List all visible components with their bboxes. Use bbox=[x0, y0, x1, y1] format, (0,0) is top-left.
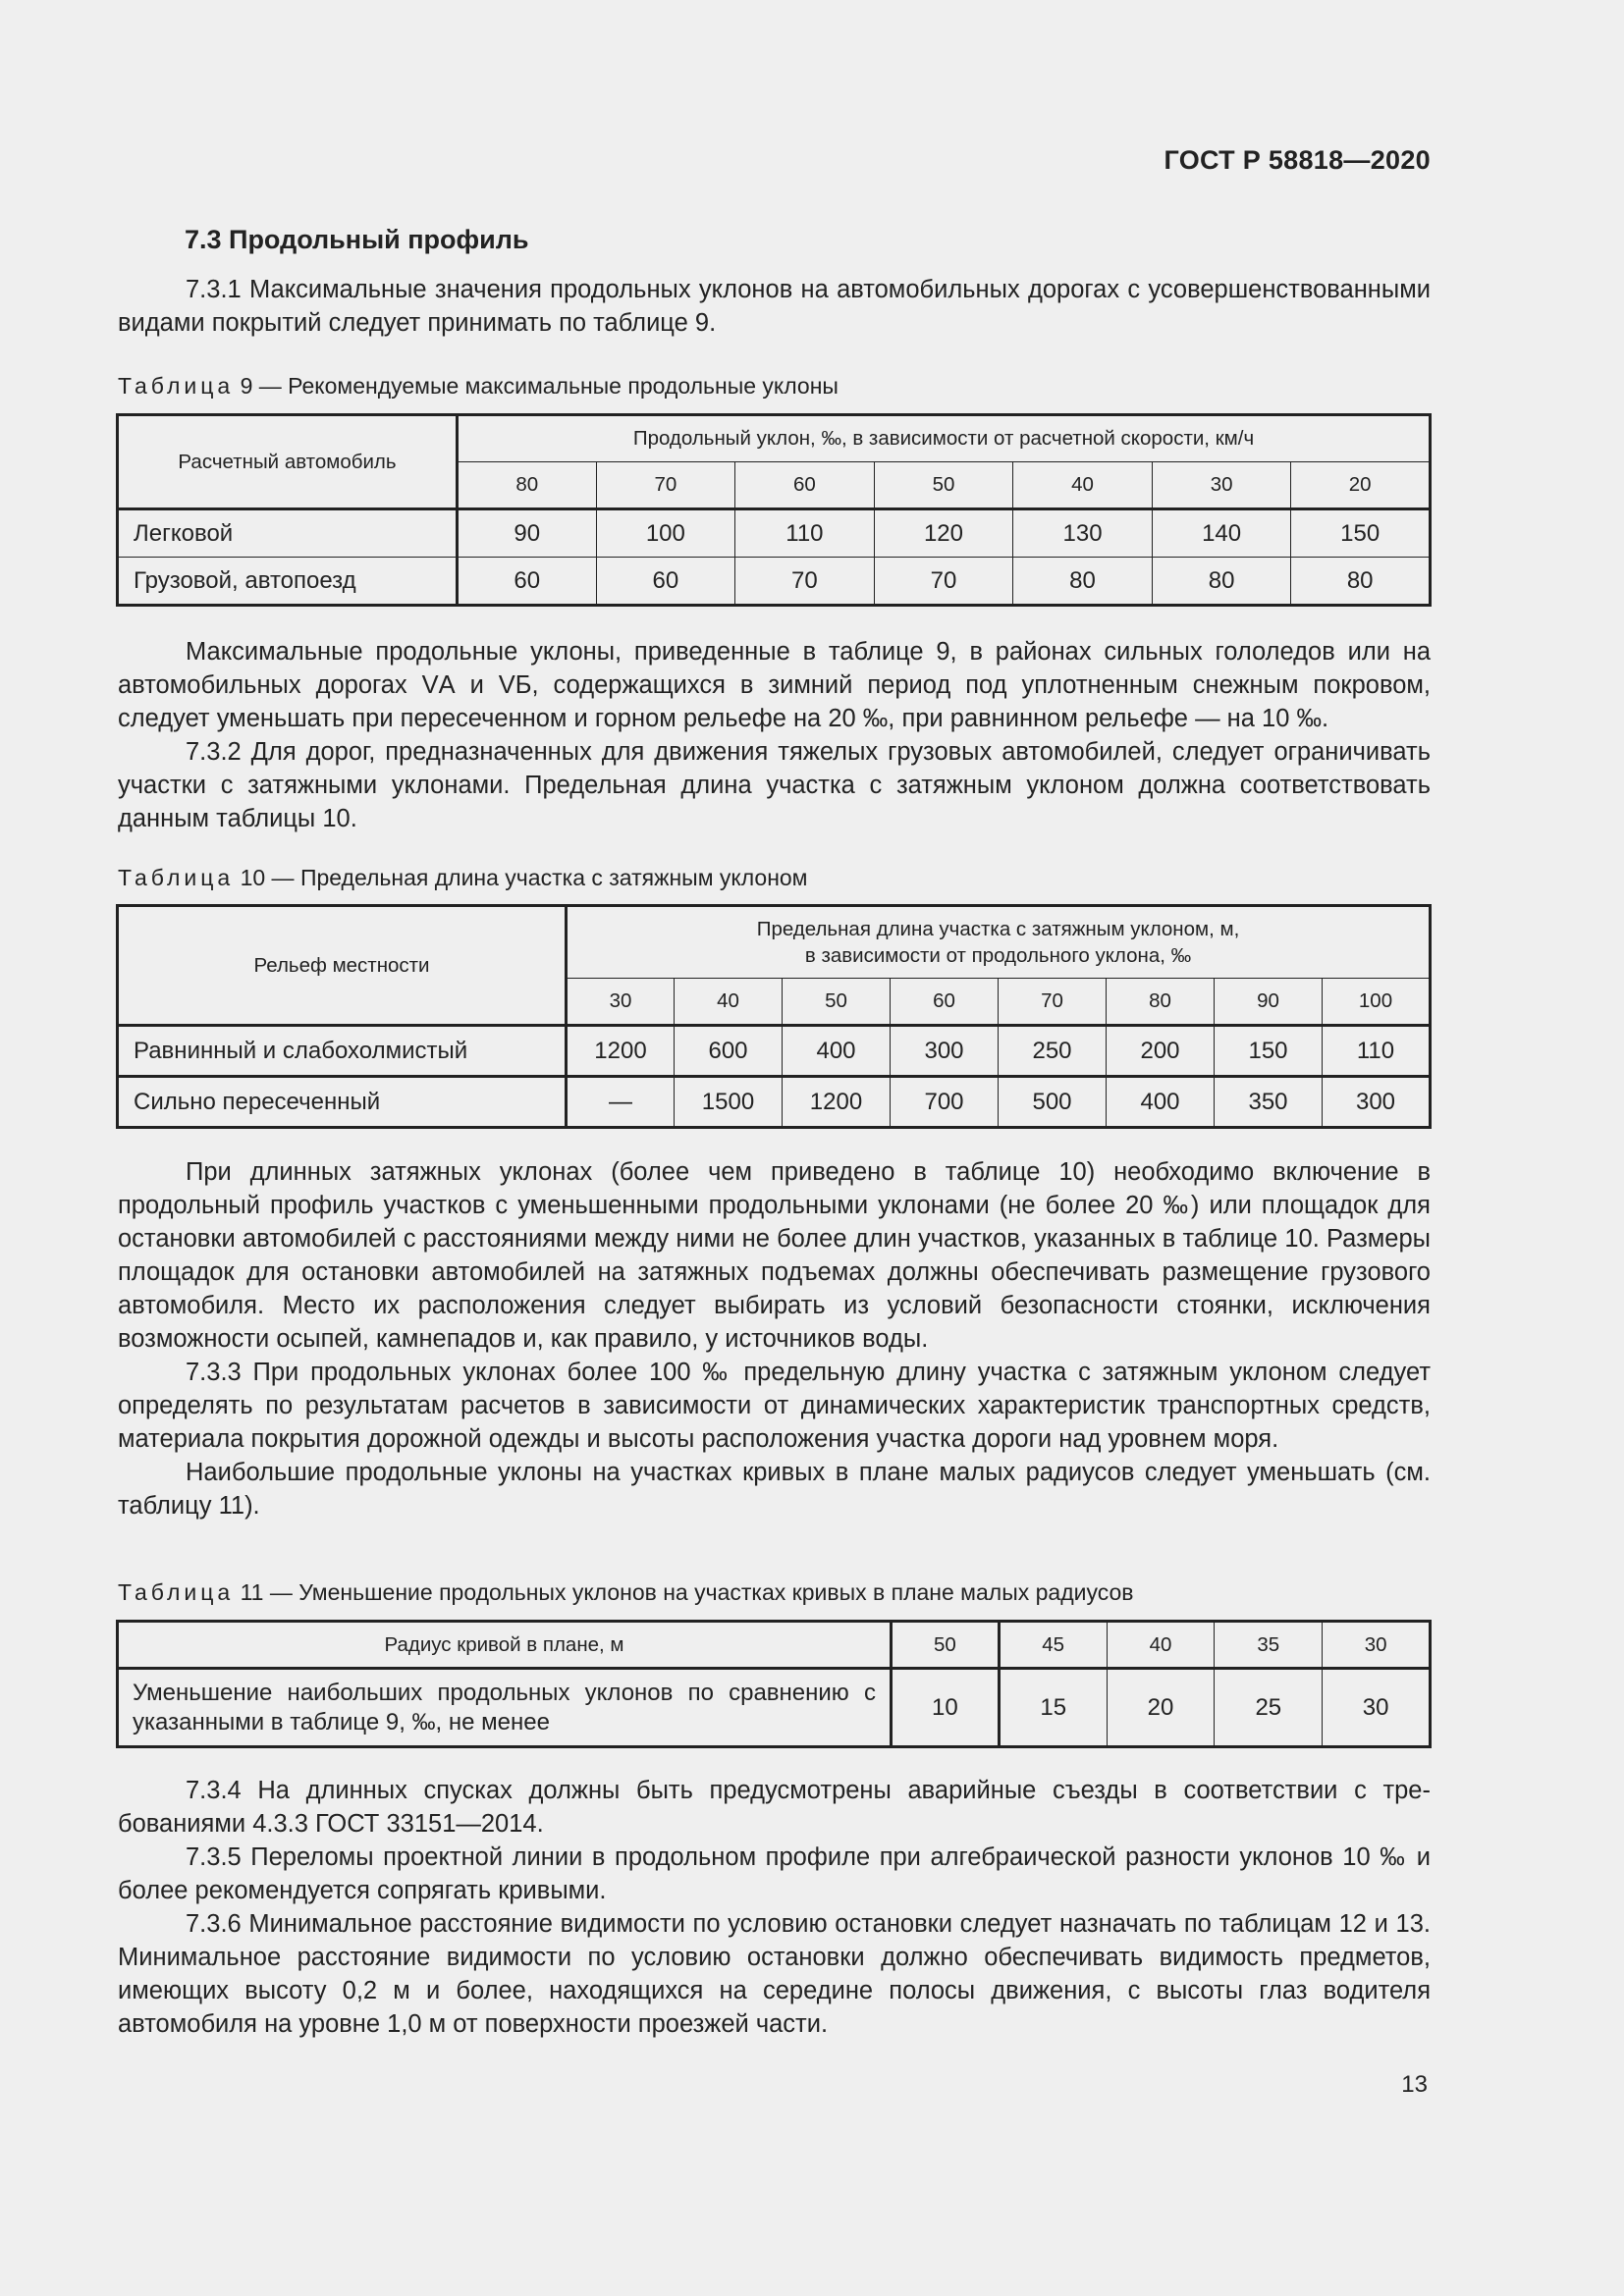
table-9 bbox=[116, 413, 1432, 607]
table-9-cell: 60 bbox=[596, 558, 735, 606]
table-10-cell: 200 bbox=[1107, 1026, 1215, 1077]
table-9-caption-text: 9 — Рекомендуемые максимальные продольные уклоны bbox=[240, 373, 839, 399]
table-11-row2-header: Уменьшение наибольших продольных уклонов по сравнению с указанными в таблице 9, ‰, не менее bbox=[118, 1669, 892, 1747]
table-9-cell: 150 bbox=[1291, 509, 1431, 558]
table-10-group-header bbox=[567, 906, 1431, 979]
table-11-row1-header: Радиус кривой в плане, м bbox=[118, 1622, 892, 1669]
paragraphs-after-table-10 bbox=[118, 1155, 1431, 1522]
table-10-row-name: Равнинный и слабохолмистый bbox=[118, 1026, 567, 1077]
table-11-radius: 40 bbox=[1107, 1622, 1215, 1669]
table-9-caption bbox=[118, 373, 839, 400]
table-9-speed: 30 bbox=[1152, 462, 1291, 509]
table-11-cell: 30 bbox=[1323, 1669, 1431, 1747]
table-10-slope: 30 bbox=[567, 979, 675, 1026]
table-9-group-header: Продольный уклон, ‰, в зависимости от расчетной скорости, км/ч bbox=[458, 415, 1431, 462]
table-11 bbox=[116, 1620, 1432, 1748]
standard-number: ГОСТ Р 58818—2020 bbox=[1164, 145, 1431, 175]
table-10-cell: — bbox=[567, 1077, 675, 1128]
table-9-cell: 60 bbox=[458, 558, 597, 606]
table-row bbox=[118, 558, 1431, 606]
table-10-cell: 150 bbox=[1215, 1026, 1323, 1077]
table-10-cell: 400 bbox=[1107, 1077, 1215, 1128]
paragraph-7-3-1-block bbox=[118, 273, 1431, 340]
table-10-cell: 600 bbox=[675, 1026, 783, 1077]
table-10-group-header-line2: в зависимости от продольного уклона, ‰ bbox=[804, 944, 1192, 967]
table-9-row-name: Легковой bbox=[118, 509, 458, 558]
table-10-cell: 1200 bbox=[567, 1026, 675, 1077]
table-9-cell: 80 bbox=[1152, 558, 1291, 606]
paragraph-7-3-3: 7.3.3 При продольных уклонах более 100 ‰ предельную длину участка с затяжным уклоном следует определять по результатам расчетов в зависимости от динамических характеристик транспортных средств, материала покрытия дорожной одежды и высоты расположения участка дороги над уровнем моря. bbox=[118, 1359, 1431, 1453]
table-11-caption-label: Таблица bbox=[118, 1579, 235, 1605]
table-10-caption bbox=[118, 865, 808, 891]
table-9-cell: 80 bbox=[1291, 558, 1431, 606]
table-11-caption-text: 11 — Уменьшение продольных уклонов на участках кривых в плане малых радиусов bbox=[240, 1579, 1134, 1605]
table-10-cell: 500 bbox=[999, 1077, 1107, 1128]
table-10-slope: 100 bbox=[1323, 979, 1431, 1026]
paragraph-curves: Наибольшие продольные уклоны на участках кривых в плане малых радиусов следует уменьшать (см. таблицу 11). bbox=[118, 1459, 1431, 1520]
table-10-slope: 70 bbox=[999, 979, 1107, 1026]
table-11-caption bbox=[118, 1579, 1133, 1606]
table-9-cell: 70 bbox=[874, 558, 1013, 606]
table-10-row-header: Рельеф местности bbox=[118, 906, 567, 1026]
paragraph-7-3-6: 7.3.6 Минимальное расстояние видимости по условию остановки следует назначать по таблицам 12 и 13. Минимальное расстояние видимости по условию остановки должно обеспечивать видимость предметов, имеющих высоту 0,2 м и более, находящихся на середине полосы движения, с высоты глаз водителя автомобиля на уровне 1,0 м от поверхности проезжей части. bbox=[118, 1910, 1431, 2038]
table-9-cell: 120 bbox=[874, 509, 1013, 558]
table-row bbox=[118, 1026, 1431, 1077]
table-10-cell: 1200 bbox=[783, 1077, 891, 1128]
table-9-cell: 130 bbox=[1013, 509, 1153, 558]
table-9-speed: 70 bbox=[596, 462, 735, 509]
table-9-cell: 90 bbox=[458, 509, 597, 558]
table-10-slope: 80 bbox=[1107, 979, 1215, 1026]
paragraph-after-table-10: При длинных затяжных уклонах (более чем приведено в таблице 10) необходимо включение в продольный профиль участков с уменьшенными продольными уклонами (не более 20 ‰) или площадок для остановки автомобилей с расстояниями между ними не более длин участков, указанных в таблице 10. Размеры площадок для остановки автомобилей на затяжных подъемах должны обеспечивать размещение грузового автомобиля. Место их расположения следует выбирать из условий безопасности стоянки, исключения возможности осыпей, камнепадов и, как правило, у источников воды. bbox=[118, 1158, 1431, 1353]
table-10 bbox=[116, 904, 1432, 1129]
table-9-cell: 100 bbox=[596, 509, 735, 558]
table-10-cell: 110 bbox=[1323, 1026, 1431, 1077]
table-10-slope: 60 bbox=[891, 979, 999, 1026]
paragraph-7-3-5: 7.3.5 Переломы проектной линии в продольном профиле при алгебраической разности уклонов 10 ‰ и более рекомендуется сопрягать кривыми. bbox=[118, 1843, 1431, 1904]
table-11-cell: 25 bbox=[1215, 1669, 1323, 1747]
table-row bbox=[118, 509, 1431, 558]
table-9-caption-label: Таблица bbox=[118, 373, 235, 399]
table-11-cell: 20 bbox=[1107, 1669, 1215, 1747]
paragraph-7-3-1: 7.3.1 Максимальные значения продольных уклонов на автомобильных дорогах с усовершенствованными видами покрытий следует принимать по таблице 9. bbox=[118, 276, 1431, 337]
table-10-cell: 1500 bbox=[675, 1077, 783, 1128]
table-row bbox=[118, 1622, 1431, 1669]
paragraph-after-table-9: Максимальные продольные уклоны, приведенные в таблице 9, в районах сильных гололедов или на автомобильных дорогах VА и VБ, содержащихся в зимний период под уплотненным снежным покровом, следует уменьшать при пересеченном и горном рельефе на 20 ‰, при равнинном рельефе — на 10 ‰. bbox=[118, 638, 1431, 732]
table-9-row-header: Расчетный автомобиль bbox=[118, 415, 458, 509]
page-number: 13 bbox=[1401, 2071, 1428, 2098]
table-10-cell: 400 bbox=[783, 1026, 891, 1077]
table-9-row-name: Грузовой, автопоезд bbox=[118, 558, 458, 606]
paragraphs-after-table-11 bbox=[118, 1774, 1431, 2041]
table-row bbox=[118, 1669, 1431, 1747]
paragraph-7-3-4: 7.3.4 На длинных спусках должны быть предусмотрены аварийные съезды в соответствии с требованиями 4.3.3 ГОСТ 33151—2014. bbox=[118, 1777, 1431, 1838]
table-10-slope: 90 bbox=[1215, 979, 1323, 1026]
table-10-cell: 250 bbox=[999, 1026, 1107, 1077]
table-9-cell: 80 bbox=[1013, 558, 1153, 606]
table-9-speed: 80 bbox=[458, 462, 597, 509]
table-10-slope: 50 bbox=[783, 979, 891, 1026]
table-9-speed: 60 bbox=[735, 462, 875, 509]
table-10-cell: 300 bbox=[1323, 1077, 1431, 1128]
table-10-cell: 300 bbox=[891, 1026, 999, 1077]
table-9-speed: 40 bbox=[1013, 462, 1153, 509]
table-9-speed: 20 bbox=[1291, 462, 1431, 509]
table-11-radius: 30 bbox=[1323, 1622, 1431, 1669]
table-11-radius: 45 bbox=[999, 1622, 1107, 1669]
table-11-radius: 50 bbox=[892, 1622, 1000, 1669]
table-10-row-name: Сильно пересеченный bbox=[118, 1077, 567, 1128]
table-9-cell: 140 bbox=[1152, 509, 1291, 558]
paragraph-7-3-2: 7.3.2 Для дорог, предназначенных для движения тяжелых грузовых автомобилей, следует ограничивать участки с затяжными уклонами. Предельная длина участка с затяжным уклоном должна соответствовать данным таблицы 10. bbox=[118, 738, 1431, 832]
table-11-radius: 35 bbox=[1215, 1622, 1323, 1669]
section-title: 7.3 Продольный профиль bbox=[185, 225, 529, 254]
table-10-caption-text: 10 — Предельная длина участка с затяжным уклоном bbox=[240, 865, 808, 890]
paragraphs-after-table-9 bbox=[118, 635, 1431, 835]
table-10-group-header-line1: Предельная длина участка с затяжным уклоном, м, bbox=[756, 918, 1240, 940]
table-11-cell: 15 bbox=[999, 1669, 1107, 1747]
table-10-cell: 700 bbox=[891, 1077, 999, 1128]
table-9-cell: 70 bbox=[735, 558, 875, 606]
table-9-cell: 110 bbox=[735, 509, 875, 558]
table-10-caption-label: Таблица bbox=[118, 865, 235, 890]
table-10-cell: 350 bbox=[1215, 1077, 1323, 1128]
table-11-cell: 10 bbox=[892, 1669, 1000, 1747]
table-9-speed: 50 bbox=[874, 462, 1013, 509]
table-10-slope: 40 bbox=[675, 979, 783, 1026]
table-row bbox=[118, 1077, 1431, 1128]
